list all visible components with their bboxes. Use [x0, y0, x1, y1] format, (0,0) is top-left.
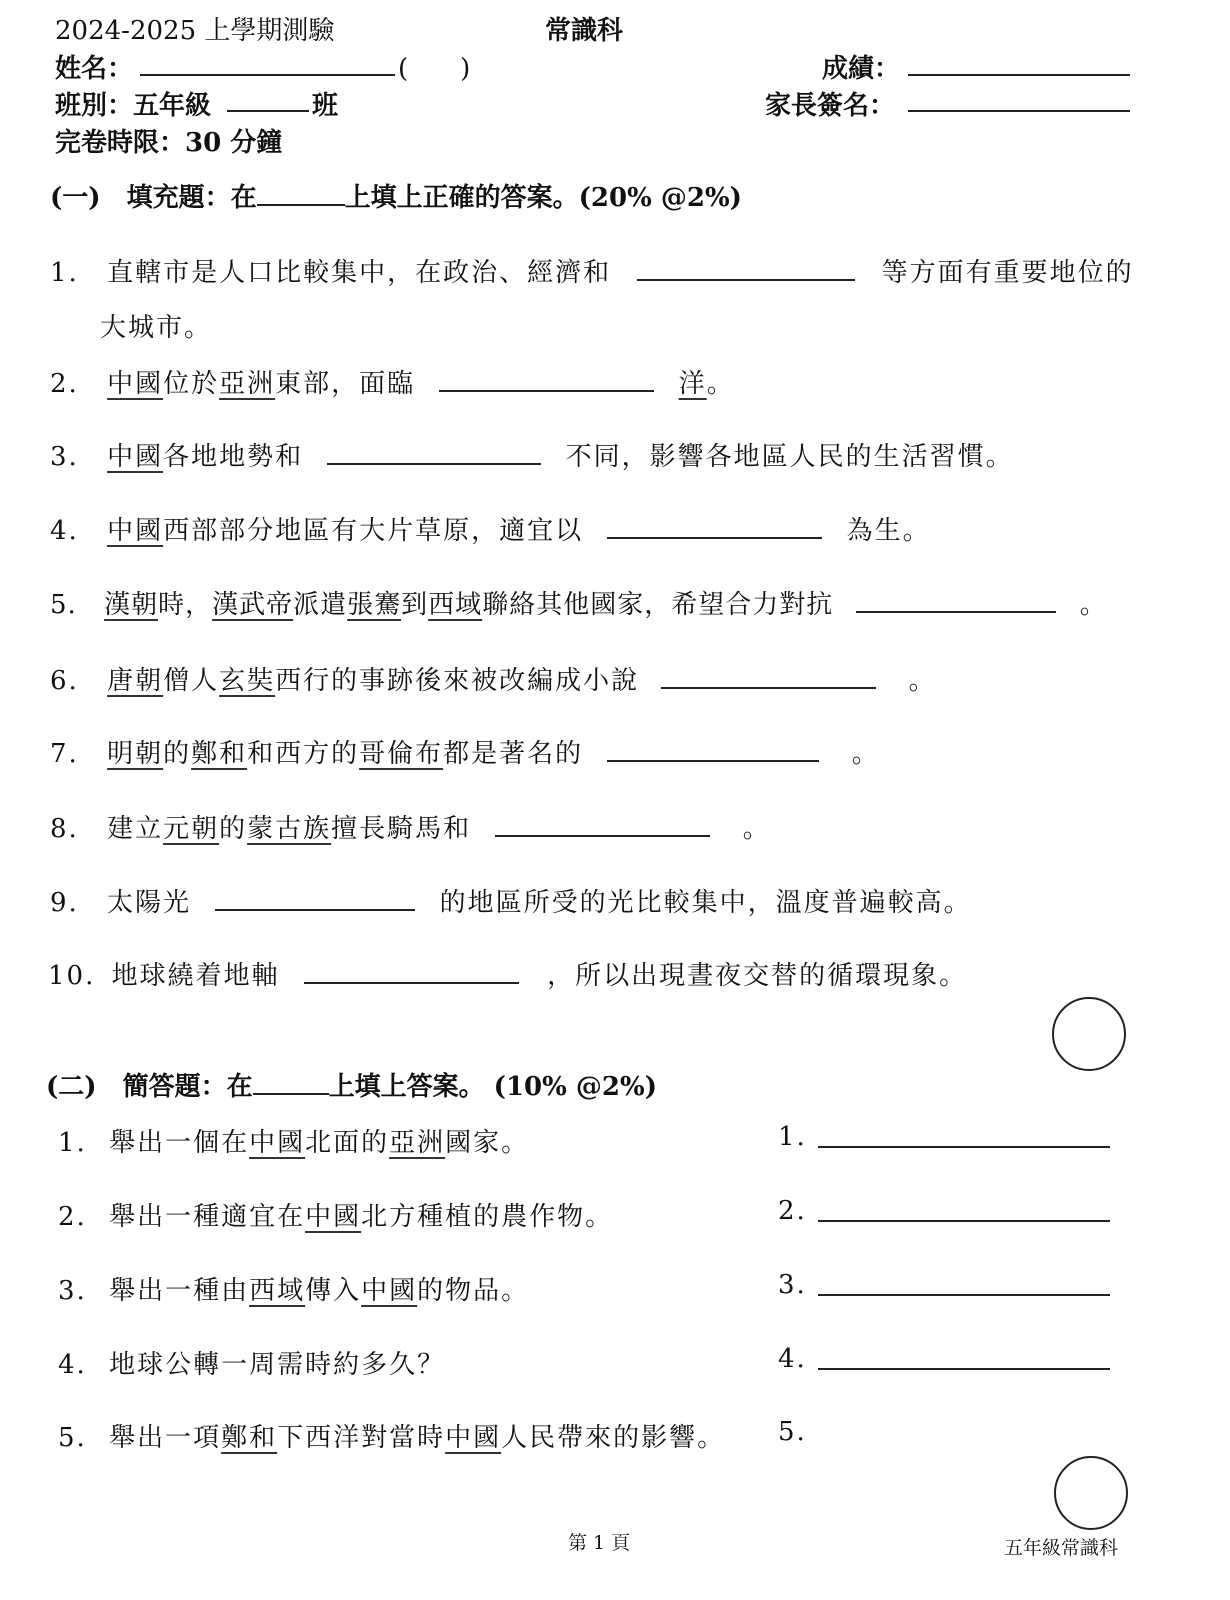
heading-blank — [257, 182, 345, 206]
section1-heading-pre: (一) 填充題：在 — [50, 183, 257, 213]
score-label: 成績： — [822, 54, 901, 84]
question-text: 的地區所受的光比較集中，溫度普遍較高。 — [439, 888, 972, 918]
short-question-4 — [58, 1344, 445, 1381]
answer-line[interactable] — [818, 1126, 1110, 1148]
place-name: 中國 — [107, 369, 164, 399]
answer-blank[interactable] — [439, 368, 654, 392]
question-number: 7. — [50, 739, 79, 769]
answer-blank[interactable] — [661, 665, 876, 689]
section1-heading — [50, 177, 742, 214]
question-number: 9. — [50, 888, 79, 918]
answer-blank[interactable] — [856, 589, 1056, 613]
fill-question-9 — [50, 882, 972, 919]
dynasty-name: 明朝 — [107, 739, 164, 769]
fill-question-4 — [50, 510, 931, 547]
person-name: 張騫 — [347, 590, 402, 620]
question-text: 國家。 — [445, 1128, 530, 1158]
question-text: 都是著名的 — [443, 739, 584, 769]
place-name: 中國 — [107, 516, 164, 546]
question-text: 東部，面臨 — [275, 369, 416, 399]
short-question-5 — [58, 1417, 725, 1454]
question-text: 人民帶來的影響。 — [501, 1423, 726, 1453]
answer-number: 5. — [778, 1417, 807, 1447]
question-text: 擅長騎馬和 — [331, 814, 472, 844]
fill-question-1 — [50, 252, 1134, 289]
question-text: 等方面有重要地位的 — [881, 258, 1134, 288]
question-number: 8. — [50, 814, 79, 844]
place-name: 中國 — [361, 1276, 418, 1306]
score-field[interactable] — [908, 52, 1130, 76]
question-text: 舉出一種由 — [109, 1276, 250, 1306]
question-text: 和西方的 — [247, 739, 360, 769]
question-number: 3. — [58, 1276, 87, 1306]
answer-line[interactable] — [818, 1200, 1110, 1222]
name-label: 姓名： — [55, 54, 134, 84]
section2-heading-pre: (二) 簡答題：在 — [46, 1072, 253, 1102]
section1-score-circle[interactable] — [1052, 997, 1126, 1071]
question-text: 西行的事跡後來被改編成小說 — [275, 666, 640, 696]
question-number: 2. — [58, 1202, 87, 1232]
question-text: 舉出一種適宜在 — [109, 1202, 306, 1232]
fill-question-8 — [50, 808, 771, 845]
question-text: 派遣 — [293, 590, 348, 620]
question-text: 不同，影響各地區人民的生活習慣。 — [565, 442, 1014, 472]
page-number: 第 1 頁 — [568, 1532, 631, 1554]
section2-heading — [46, 1066, 657, 1103]
place-name: 中國 — [445, 1423, 502, 1453]
question-text: 。 — [851, 739, 880, 769]
place-name: 西域 — [428, 590, 483, 620]
fill-question-2 — [50, 363, 735, 400]
question-text: 僧人 — [163, 666, 220, 696]
fill-question-7 — [50, 733, 880, 770]
heading-blank — [253, 1071, 329, 1095]
answer-number: 4. — [778, 1344, 807, 1374]
question-text: 建立 — [107, 814, 164, 844]
section1-heading-post: 上填上正確的答案。(20% @2%) — [344, 183, 742, 213]
answer-number: 2. — [778, 1196, 807, 1226]
question-number: 10. — [48, 961, 96, 991]
question-text: 位於 — [163, 369, 220, 399]
name-field[interactable] — [140, 52, 395, 76]
question-text: 西部部分地區有大片草原，適宜以 — [163, 516, 584, 546]
fill-question-3 — [50, 436, 1014, 473]
question-text: 地球繞着地軸 — [111, 961, 280, 991]
place-name: 亞洲 — [389, 1128, 446, 1158]
question-text: 。 — [742, 814, 771, 844]
class-field[interactable] — [227, 88, 309, 112]
answer-number: 3. — [778, 1270, 807, 1300]
question-text: 。 — [706, 369, 735, 399]
fill-question-10 — [48, 955, 967, 992]
ethnic-group-name: 蒙古族 — [247, 814, 332, 844]
section2-heading-post: 上填上答案。 (10% @2%) — [328, 1072, 657, 1102]
question-number: 4. — [50, 516, 79, 546]
question-text: 。 — [908, 666, 937, 696]
question-text: 到 — [401, 590, 429, 620]
short-question-1 — [58, 1122, 529, 1159]
class-number-paren: ( ) — [398, 54, 471, 84]
fill-question-1-continued: 大城市。 — [100, 313, 213, 343]
person-name: 哥倫布 — [359, 739, 444, 769]
answer-blank[interactable] — [495, 813, 710, 837]
time-limit: 完卷時限：30 分鐘 — [55, 128, 283, 158]
place-name: 亞洲 — [219, 369, 276, 399]
place-name: 中國 — [305, 1202, 362, 1232]
dynasty-name: 漢朝 — [104, 590, 159, 620]
question-text: 直轄市是人口比較集中，在政治、經濟和 — [107, 258, 612, 288]
question-text: 的 — [219, 814, 248, 844]
dynasty-name: 元朝 — [163, 814, 220, 844]
place-name: 西域 — [249, 1276, 306, 1306]
subject-title: 常識科 — [545, 16, 624, 46]
question-text: 舉出一項 — [109, 1423, 222, 1453]
answer-number: 1. — [778, 1122, 807, 1152]
person-name: 玄奘 — [219, 666, 276, 696]
question-text: 的 — [163, 739, 192, 769]
section2-score-circle[interactable] — [1054, 1456, 1128, 1530]
person-name: 鄭和 — [191, 739, 248, 769]
place-name: 中國 — [107, 442, 164, 472]
question-number: 6. — [50, 666, 79, 696]
question-text: 地球公轉一周需時約多久？ — [109, 1350, 446, 1380]
place-name: 洋 — [678, 369, 707, 399]
question-text: 時， — [158, 590, 213, 620]
question-text: 。 — [1079, 590, 1107, 620]
question-text: 聯絡其他國家，希望合力對抗 — [482, 590, 834, 620]
answer-blank[interactable] — [637, 257, 855, 281]
question-text: 太陽光 — [107, 888, 192, 918]
question-number: 5. — [50, 590, 77, 620]
dynasty-name: 唐朝 — [107, 666, 164, 696]
answer-blank[interactable] — [607, 738, 819, 762]
answer-blank[interactable] — [607, 515, 822, 539]
footer-subject: 五年級常識科 — [1004, 1537, 1119, 1559]
person-name: 鄭和 — [221, 1423, 278, 1453]
question-number: 2. — [50, 369, 79, 399]
place-name: 中國 — [249, 1128, 306, 1158]
question-text: 的物品。 — [417, 1276, 530, 1306]
answer-blank[interactable] — [327, 441, 541, 465]
short-question-2 — [58, 1196, 613, 1233]
question-number: 5. — [58, 1423, 87, 1453]
question-text: 北方種植的農作物。 — [361, 1202, 614, 1232]
fill-question-5 — [50, 584, 1107, 621]
parent-signature-field[interactable] — [908, 88, 1130, 112]
question-text: 舉出一個在 — [109, 1128, 250, 1158]
question-text: 傳入 — [305, 1276, 362, 1306]
question-text: 為生。 — [846, 516, 931, 546]
answer-blank[interactable] — [215, 887, 415, 911]
class-suffix: 班 — [312, 91, 339, 121]
parent-signature-label: 家長簽名： — [765, 91, 896, 121]
question-text: 各地地勢和 — [163, 442, 304, 472]
answer-line[interactable] — [818, 1348, 1110, 1370]
fill-question-6 — [50, 660, 937, 697]
question-number: 1. — [58, 1128, 87, 1158]
short-question-3 — [58, 1270, 529, 1307]
question-text: 下西洋對當時 — [277, 1423, 446, 1453]
question-text: ，所以出現晝夜交替的循環現象。 — [547, 961, 968, 991]
person-name: 漢武帝 — [212, 590, 294, 620]
answer-line[interactable] — [818, 1274, 1110, 1296]
question-number: 3. — [50, 442, 79, 472]
question-text: 北面的 — [305, 1128, 390, 1158]
answer-blank[interactable] — [304, 960, 519, 984]
exam-title: 2024-2025 上學期測驗 — [55, 16, 335, 46]
question-number: 1. — [50, 258, 79, 288]
question-number: 4. — [58, 1350, 87, 1380]
class-label: 班別：五年級 — [55, 91, 212, 121]
